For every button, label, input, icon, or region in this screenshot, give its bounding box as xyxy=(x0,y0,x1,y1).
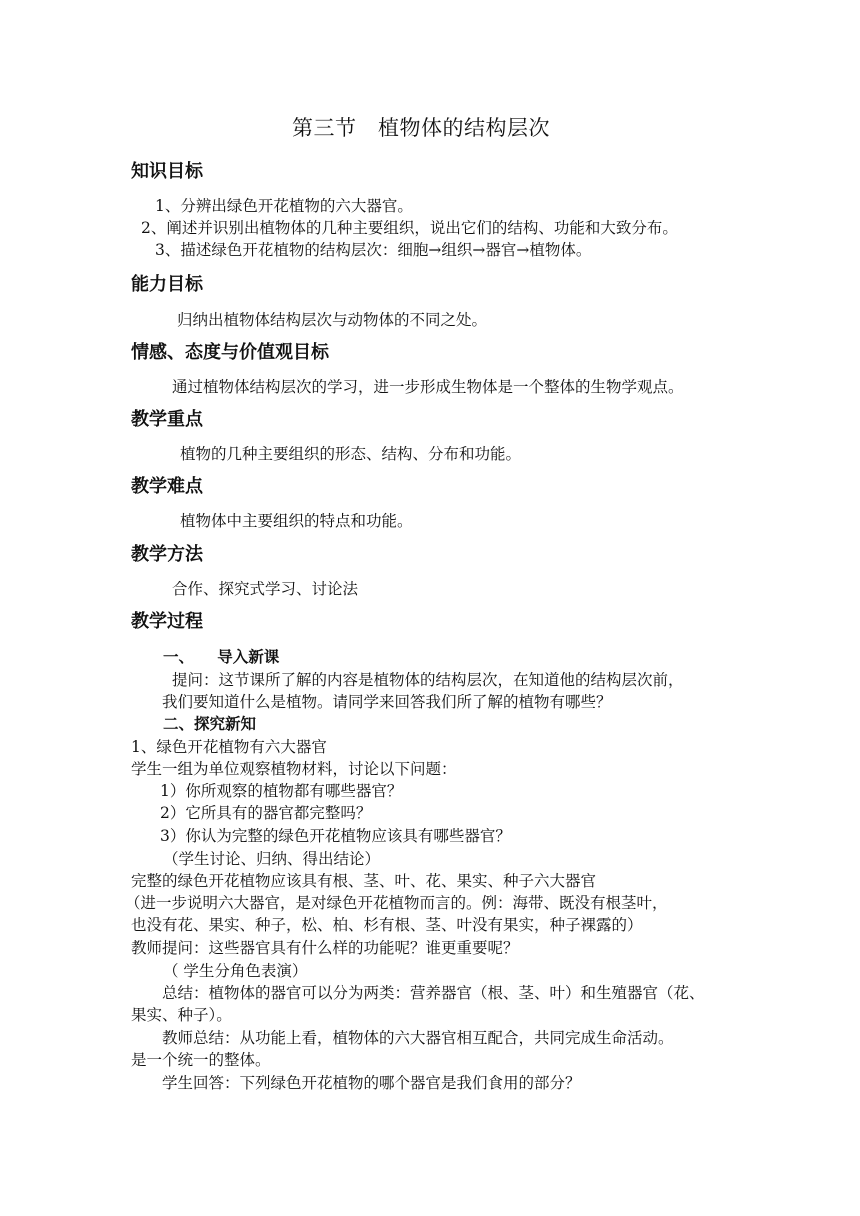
page-title: 第三节 植物体的结构层次 xyxy=(292,116,550,140)
heading-knowledge: 知识目标 xyxy=(131,161,203,182)
process-line: 1、绿色开花植物有六大器官 xyxy=(131,738,327,756)
process-line: 教师总结：从功能上看，植物体的六大器官相互配合，共同完成生命活动。 xyxy=(162,1029,674,1047)
process-line: 总结：植物体的器官可以分为两类：营养器官（根、茎、叶）和生殖器官（花、 xyxy=(162,984,705,1002)
knowledge-item: 1、分辨出绿色开花植物的六大器官。 xyxy=(155,197,413,215)
process-line: （进一步说明六大器官，是对绿色开花植物而言的。例：海带、既没有根茎叶， xyxy=(125,894,668,912)
heading-ability: 能力目标 xyxy=(131,274,203,295)
process-line: 学生一组为单位观察植物材料，讨论以下问题： xyxy=(131,760,457,778)
process-line: 教师提问：这些器官具有什么样的功能呢？谁更重要呢？ xyxy=(131,939,519,957)
heading-process: 教学过程 xyxy=(131,611,203,632)
process-line: 二、探究新知 xyxy=(163,714,257,733)
knowledge-item: 2、阐述并识别出植物体的几种主要组织，说出它们的结构、功能和大致分布。 xyxy=(141,219,678,237)
ability-text: 归纳出植物体结构层次与动物体的不同之处。 xyxy=(177,311,488,329)
process-line: 1）你所观察的植物都有哪些器官？ xyxy=(160,782,403,800)
process-line: 2）它所具有的器官都完整吗？ xyxy=(160,804,372,822)
process-line: （ 学生分角色表演） xyxy=(163,962,308,980)
process-line: 也没有花、果实、种子，松、柏、杉有根、茎、叶没有果实，种子裸露的） xyxy=(131,916,643,934)
process-line: 完整的绿色开花植物应该具有根、茎、叶、花、果实、种子六大器官 xyxy=(131,872,597,890)
process-line: 提问：这节课所了解的内容是植物体的结构层次，在知道他的结构层次前， xyxy=(172,671,684,689)
process-line: 3）你认为完整的绿色开花植物应该具有哪些器官？ xyxy=(160,827,511,845)
key-points-text: 植物的几种主要组织的形态、结构、分布和功能。 xyxy=(180,445,522,463)
process-line: 是一个统一的整体。 xyxy=(131,1051,271,1069)
heading-difficulty: 教学难点 xyxy=(131,476,203,497)
heading-emotion: 情感、态度与价值观目标 xyxy=(131,342,329,363)
heading-method: 教学方法 xyxy=(131,544,203,565)
heading-key-points: 教学重点 xyxy=(131,409,203,430)
process-line: 学生回答：下列绿色开花植物的哪个器官是我们食用的部分？ xyxy=(162,1074,581,1092)
emotion-text: 通过植物体结构层次的学习，进一步形成生物体是一个整体的生物学观点。 xyxy=(172,378,684,396)
process-line: （学生讨论、归纳、得出结论） xyxy=(163,850,381,868)
process-line: 果实、种子）。 xyxy=(131,1006,232,1024)
difficulty-text: 植物体中主要组织的特点和功能。 xyxy=(180,512,413,530)
method-text: 合作、探究式学习、讨论法 xyxy=(172,580,359,598)
process-line: 我们要知道什么是植物。请同学来回答我们所了解的植物有哪些？ xyxy=(162,693,612,711)
process-line: 一、 导入新课 xyxy=(163,647,280,666)
knowledge-item: 3、描述绿色开花植物的结构层次：细胞→组织→器官→植物体。 xyxy=(155,241,592,259)
